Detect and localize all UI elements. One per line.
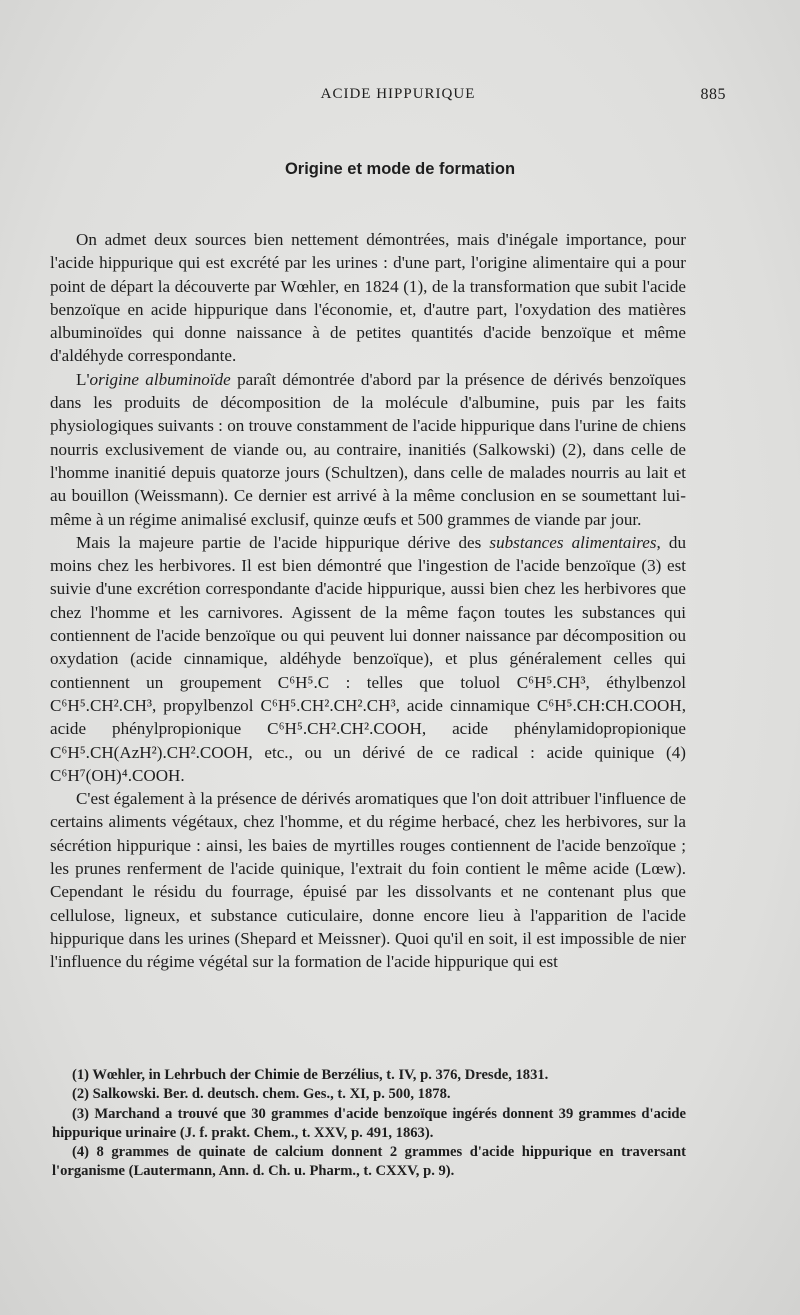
paragraph-2: L'origine albuminoïde paraît démontrée d'abord par la présence de dérivés benzoïques dans les produits de décomposition de la molécule d'albumine, puis par les faits physiologiques suivants : on trouve constamment de l'acide hippurique dans l'urine de chiens nourris exclusivement de viande ou, au contraire, inanitiés (Salkowski) (2), dans celle de l'homme inanitié depuis quatorze jours (Schultzen), dans celle de malades nourris au lait et au bouillon (Weissmann). Ce dernier est arrivé à la même conclusion en se soumettant lui-même à un régime animalisé exclusif, quinze œufs et 500 grammes de viande par jour. bbox=[50, 369, 686, 529]
emphasis-substances-alimentaires: substances alimentaires bbox=[489, 532, 657, 552]
footnote-1: (1) Wœhler, in Lehrbuch der Chimie de Berzélius, t. IV, p. 376, Dresde, 1831. bbox=[72, 1067, 549, 1083]
body-text bbox=[50, 228, 686, 974]
footnotes bbox=[52, 1066, 686, 1182]
section-heading: Origine et mode de formation bbox=[284, 160, 516, 178]
paragraph-4: C'est également à la présence de dérivés aromatiques que l'on doit attribuer l'influence de certains aliments végétaux, chez l'homme, et du régime herbacé, chez les herbivores, sur la sécrétion hippurique : ainsi, les baies de myrtilles rouges contiennent de l'acide benzoïque ; les prunes renferment de l'acide quinique, l'extrait du foin contient le même acide (Lœw). Cependant le résidu du fourrage, épuisé par les dissolvants et ne contenant plus que cellulose, ligneux, et substance cuticulaire, donne encore lieu à l'apparition de l'acide hippurique dans les urines (Shepard et Meissner). Quoi qu'il en soit, il est impossible de nier l'influence du régime végétal sur la formation de l'acide hippurique qui est bbox=[50, 789, 686, 972]
footnote-4: (4) 8 grammes de quinate de calcium donnent 2 grammes d'acide hippurique en traversant l'organisme (Lautermann, Ann. d. Ch. u. Pharm., t. CXXV, p. 9). bbox=[52, 1144, 686, 1180]
page-number: 885 bbox=[700, 86, 726, 103]
running-head bbox=[70, 86, 726, 106]
paragraph-1: On admet deux sources bien nettement démontrées, mais d'inégale importance, pour l'acide hippurique qui est excrété par les urines : d'une part, l'origine alimentaire qui a pour point de départ la découverte par Wœhler, en 1824 (1), de la transformation que subit l'acide benzoïque en acide hippurique dans l'économie, et, d'autre part, l'oxydation des matières albuminoïdes qui donne naissance à de petites quantités d'acide benzoïque et même d'aldéhyde correspondante. bbox=[50, 230, 686, 366]
paragraph-3: Mais la majeure partie de l'acide hippurique dérive des substances alimentaires, du moins chez les herbivores. Il est bien démontré que l'ingestion de l'acide benzoïque (3) est suivie d'une excrétion correspondante d'acide hippurique, aussi bien chez les herbivores que chez l'homme et les carnivores. Agissent de la même façon toutes les substances qui contiennent de l'acide benzoïque ou qui peuvent lui donner naissance par décomposition ou oxydation (acide cinnamique, aldéhyde benzoïque), et plus généralement celles qui contiennent un groupement C⁶H⁵.C : telles que toluol C⁶H⁵.CH³, éthylbenzol C⁶H⁵.CH².CH³, propylbenzol C⁶H⁵.CH².CH².CH³, acide cinnamique C⁶H⁵.CH:CH.COOH, acide phénylpropionique C⁶H⁵.CH².CH².COOH, acide phénylamidopropionique C⁶H⁵.CH(AzH²).CH².COOH, etc., ou un dérivé de ce radical : acide quinique (4) C⁶H⁷(OH)⁴.COOH. bbox=[50, 532, 686, 785]
emphasis-origine-albuminoide: origine albuminoïde bbox=[89, 369, 231, 389]
footnote-2: (2) Salkowski. Ber. d. deutsch. chem. Ges., t. XI, p. 500, 1878. bbox=[72, 1086, 451, 1103]
footnote-3: (3) Marchand a trouvé que 30 grammes d'acide benzoïque ingérés donnent 39 grammes d'acide hippurique urinaire (J. f. prakt. Chem., t. XXV, p. 491, 1863). bbox=[52, 1105, 686, 1141]
running-title: ACIDE HIPPURIQUE bbox=[320, 86, 476, 102]
